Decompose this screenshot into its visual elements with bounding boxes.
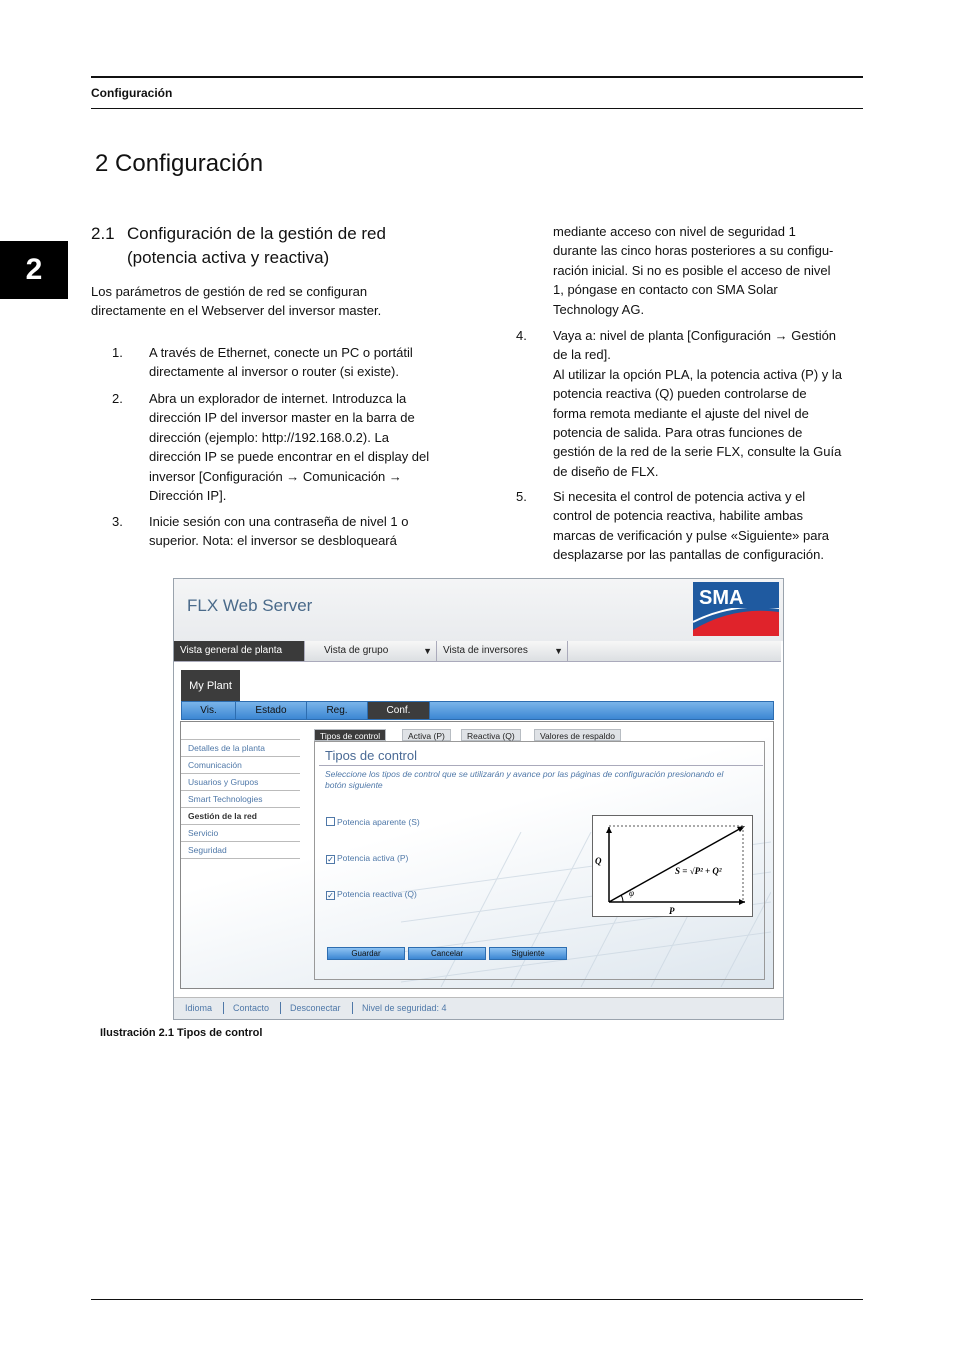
step-number: 1.	[112, 345, 123, 360]
step-text	[553, 222, 833, 319]
running-header: Configuración	[91, 86, 173, 100]
step-line: dirección IP del inversor master en la barra de	[149, 410, 415, 426]
app-title: FLX Web Server	[187, 596, 313, 615]
step-line: Abra un explorador de internet. Introduzca la	[149, 391, 407, 406]
sidebar-item-security[interactable]: Seguridad	[181, 841, 300, 858]
checkbox-apparent-power[interactable]	[326, 816, 420, 827]
sidebar-item-communication[interactable]: Comunicación	[181, 756, 300, 773]
section-title: Configuración de la gestión de red (potencia activa y reactiva)	[127, 224, 386, 267]
tab-vis[interactable]: Vis.	[182, 702, 236, 719]
checkbox-active-power[interactable]	[326, 853, 408, 863]
s-arrowhead-icon	[737, 826, 745, 832]
tab-estado[interactable]: Estado	[236, 702, 307, 719]
step-line: dirección (ejemplo: http://192.168.0.2). La	[149, 429, 389, 445]
app-footer	[174, 997, 783, 1020]
section-number: 2.1	[91, 224, 115, 243]
config-sidebar	[181, 739, 300, 859]
footer-contact-link[interactable]: Contacto	[233, 1003, 270, 1013]
step-line: potencia de salida. Para otras funciones de	[553, 425, 803, 441]
step-number: 5.	[516, 489, 527, 504]
phi-arc	[621, 895, 623, 902]
next-button[interactable]: Siguiente	[489, 947, 567, 960]
step-line: de diseño de FLX.	[553, 463, 659, 479]
panel-divider	[319, 765, 763, 766]
power-triangle-svg	[593, 816, 752, 916]
step-text	[149, 512, 408, 551]
subtab-backup-values[interactable]: Valores de respaldo	[534, 729, 621, 741]
p-label: P	[669, 906, 675, 916]
checkbox-checked-icon: ✓	[327, 891, 334, 900]
step-line: potencia reactiva (Q) pueden controlarse de	[553, 386, 807, 402]
step-line: de la red].	[553, 347, 611, 363]
chapter-title: 2 Configuración	[95, 150, 264, 177]
sidebar-item-grid-management[interactable]: Gestión de la red	[181, 807, 300, 824]
footer-separator	[223, 1002, 224, 1014]
step-number: 3.	[112, 514, 123, 529]
checkbox-reactive-power-label: Potencia reactiva (Q)	[337, 889, 417, 899]
header-top-rule	[91, 76, 863, 78]
footer-security-level: Nivel de seguridad: 4	[362, 1003, 447, 1013]
step-text	[149, 389, 429, 505]
step-line: durante las cinco horas posteriores a su configu-	[553, 243, 834, 259]
step-number: 2.	[112, 391, 123, 406]
step-number: 4.	[516, 328, 527, 343]
step-line: superior. Nota: el inversor se desbloqueará	[149, 533, 397, 549]
power-triangle-diagram	[592, 815, 753, 917]
sma-logo-text: SMA	[699, 587, 744, 609]
p-arrowhead-icon	[739, 899, 745, 905]
step-line: desplazarse por las pantallas de configuración.	[553, 547, 825, 563]
step-line: mediante acceso con nivel de seguridad 1	[553, 224, 796, 239]
panel-title: Tipos de control	[325, 748, 418, 763]
checkbox-checked-icon: ✓	[327, 855, 334, 864]
step-line: Si necesita el control de potencia activa y el	[553, 489, 806, 504]
step-line: ración inicial. Si no es posible el acceso de nivel	[553, 262, 831, 278]
step-line: marcas de verificación y pulse «Siguiente» para	[553, 527, 830, 543]
step-line: forma remota mediante el ajuste del nivel de	[553, 405, 809, 421]
sma-logo	[693, 582, 779, 636]
q-arrowhead-icon	[606, 827, 612, 833]
nav-group-view[interactable]	[305, 641, 437, 661]
nav-inverter-view[interactable]	[437, 641, 568, 661]
step-line: A través de Ethernet, conecte un PC o portátil	[149, 345, 413, 360]
checkbox-active-power-label: Potencia activa (P)	[337, 853, 409, 863]
footer-separator	[352, 1002, 353, 1014]
chevron-down-icon: ▼	[554, 646, 563, 656]
step-line: Dirección IP].	[149, 488, 227, 504]
step-line: control de potencia reactiva, habilite ambas	[553, 508, 804, 524]
subtab-control-types[interactable]: Tipos de control	[314, 729, 386, 741]
tab-my-plant[interactable]: My Plant	[181, 670, 240, 702]
formula-label: S = √P² + Q²	[675, 866, 722, 876]
subtab-active-p[interactable]: Activa (P)	[402, 729, 451, 741]
nav-group-view-label: Vista de grupo	[324, 645, 389, 656]
step-line: Technology AG.	[553, 301, 645, 317]
web-server-screenshot	[173, 578, 784, 1020]
checkbox-reactive-power[interactable]	[326, 889, 417, 899]
step-text	[149, 343, 413, 382]
footer-logout-link[interactable]: Desconectar	[290, 1003, 341, 1013]
step-line: Vaya a: nivel de planta [Configuración → Gestión	[553, 328, 837, 343]
nav-plant-overview[interactable]	[174, 641, 305, 661]
cancel-button[interactable]: Cancelar	[408, 947, 486, 960]
checkbox-apparent-power-label: Potencia aparente (S)	[337, 817, 420, 827]
checkbox-unchecked-icon	[326, 817, 335, 826]
nav-plant-overview-label: Vista general de planta	[180, 645, 283, 656]
q-label: Q	[595, 856, 602, 866]
sidebar-item-smart-technologies[interactable]: Smart Technologies	[181, 790, 300, 807]
step-line: dirección IP se puede encontrar en el display del	[149, 449, 430, 465]
panel-description: Seleccione los tipos de control que se utilizarán y avance por las páginas de configuración presionando el botón siguiente	[325, 769, 724, 790]
save-button[interactable]: Guardar	[327, 947, 405, 960]
footer-rule	[91, 1299, 863, 1300]
intro-paragraph: Los parámetros de gestión de red se configuran directamente en el Webserver del inversor master.	[91, 284, 382, 319]
logo-swoosh-icon	[693, 608, 779, 636]
subtab-reactive-q[interactable]: Reactiva (Q)	[461, 729, 521, 741]
sidebar-item-plant-details[interactable]: Detalles de la planta	[181, 739, 300, 756]
main-nav	[174, 641, 781, 662]
chapter-tab: 2	[0, 241, 68, 299]
tab-conf[interactable]: Conf.	[368, 702, 430, 719]
footer-separator	[280, 1002, 281, 1014]
step-text	[553, 487, 829, 565]
figure-caption: Ilustración 2.1 Tipos de control	[100, 1027, 263, 1039]
step-line: gestión de la red de la serie FLX, consulte la Guía	[553, 444, 842, 460]
footer-language-link[interactable]: Idioma	[185, 1003, 213, 1013]
step-line: Al utilizar la opción PLA, la potencia activa (P) y la	[553, 366, 843, 382]
header-bottom-rule	[91, 108, 863, 109]
step-line: directamente al inversor o router (si existe).	[149, 364, 399, 380]
tab-reg[interactable]: Reg.	[307, 702, 368, 719]
chevron-down-icon: ▼	[423, 646, 432, 656]
step-line: 1, póngase en contacto con SMA Solar	[553, 282, 778, 298]
step-line: inversor [Configuración → Comunicación →	[149, 468, 402, 484]
sidebar-item-users-groups[interactable]: Usuarios y Grupos	[181, 773, 300, 790]
step-line: Inicie sesión con una contraseña de nivel 1 o	[149, 514, 409, 529]
sidebar-item-service[interactable]: Servicio	[181, 824, 300, 841]
nav-inverter-view-label: Vista de inversores	[443, 645, 528, 656]
level-tabs	[181, 701, 774, 720]
phi-label: φ	[629, 888, 634, 898]
step-text	[553, 326, 842, 481]
